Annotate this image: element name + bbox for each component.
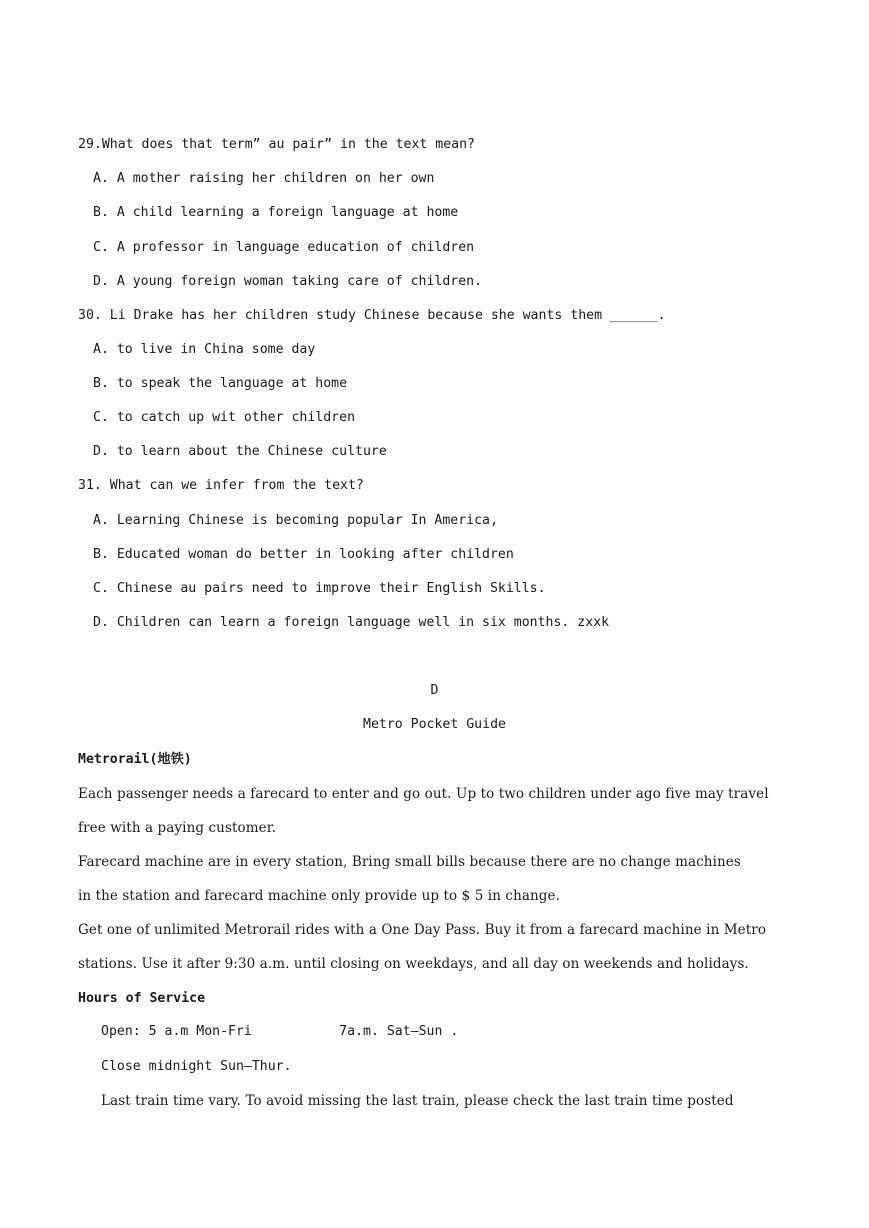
question-29-option-a: A. A mother raising her children on her own [93,171,435,186]
metrorail-paragraph-line: Each passenger needs a farecard to enter and go out. Up to two children under ago five may travel [78,786,769,802]
question-29-option-c: C. A professor in language education of children [93,240,475,255]
metrorail-paragraph-line: Get one of unlimited Metrorail rides with a One Day Pass. Buy it from a farecard machine in Metro [78,922,767,938]
metrorail-paragraph-line: Farecard machine are in every station, Bring small bills because there are no change machines [78,854,741,870]
hours-close: Close midnight Sun—Thur. [101,1059,292,1074]
question-31-option-c: C. Chinese au pairs need to improve their English Skills. [93,581,546,596]
question-29-option-b: B. A child learning a foreign language at home [93,205,459,220]
question-31-stem: 31. What can we infer from the text? [78,478,364,493]
hours-open: Open: 5 a.m Mon-Fri 7a.m. Sat—Sun . [101,1024,459,1039]
section-letter: D [430,683,439,698]
metrorail-paragraph-line: free with a paying customer. [78,820,277,836]
hours-last-train: Last train time vary. To avoid missing the last train, please check the last train time posted [101,1093,734,1109]
question-30-stem: 30. Li Drake has her children study Chinese because she wants them ______. [78,308,666,323]
question-29-option-d: D. A young foreign woman taking care of children. [93,274,483,289]
question-30-option-c: C. to catch up wit other children [93,410,356,425]
question-29-stem: 29.What does that term” au pair” in the text mean? [78,137,475,152]
question-30-option-b: B. to speak the language at home [93,376,348,391]
hours-heading: Hours of Service [78,991,206,1006]
question-30-option-d: D. to learn about the Chinese culture [93,444,387,459]
question-31-option-a: A. Learning Chinese is becoming popular In America, [93,513,498,528]
question-31-option-d: D. Children can learn a foreign language well in six months. zxxk [93,615,610,630]
metrorail-heading: Metrorail(地铁) [78,752,192,767]
metrorail-paragraph-line: stations. Use it after 9:30 a.m. until closing on weekdays, and all day on weekends and holidays. [78,956,749,972]
metrorail-paragraph-line: in the station and farecard machine only provide up to $ 5 in change. [78,888,561,904]
question-30-option-a: A. to live in China some day [93,342,316,357]
section-title: Metro Pocket Guide [363,717,506,732]
question-31-option-b: B. Educated woman do better in looking after children [93,547,514,562]
